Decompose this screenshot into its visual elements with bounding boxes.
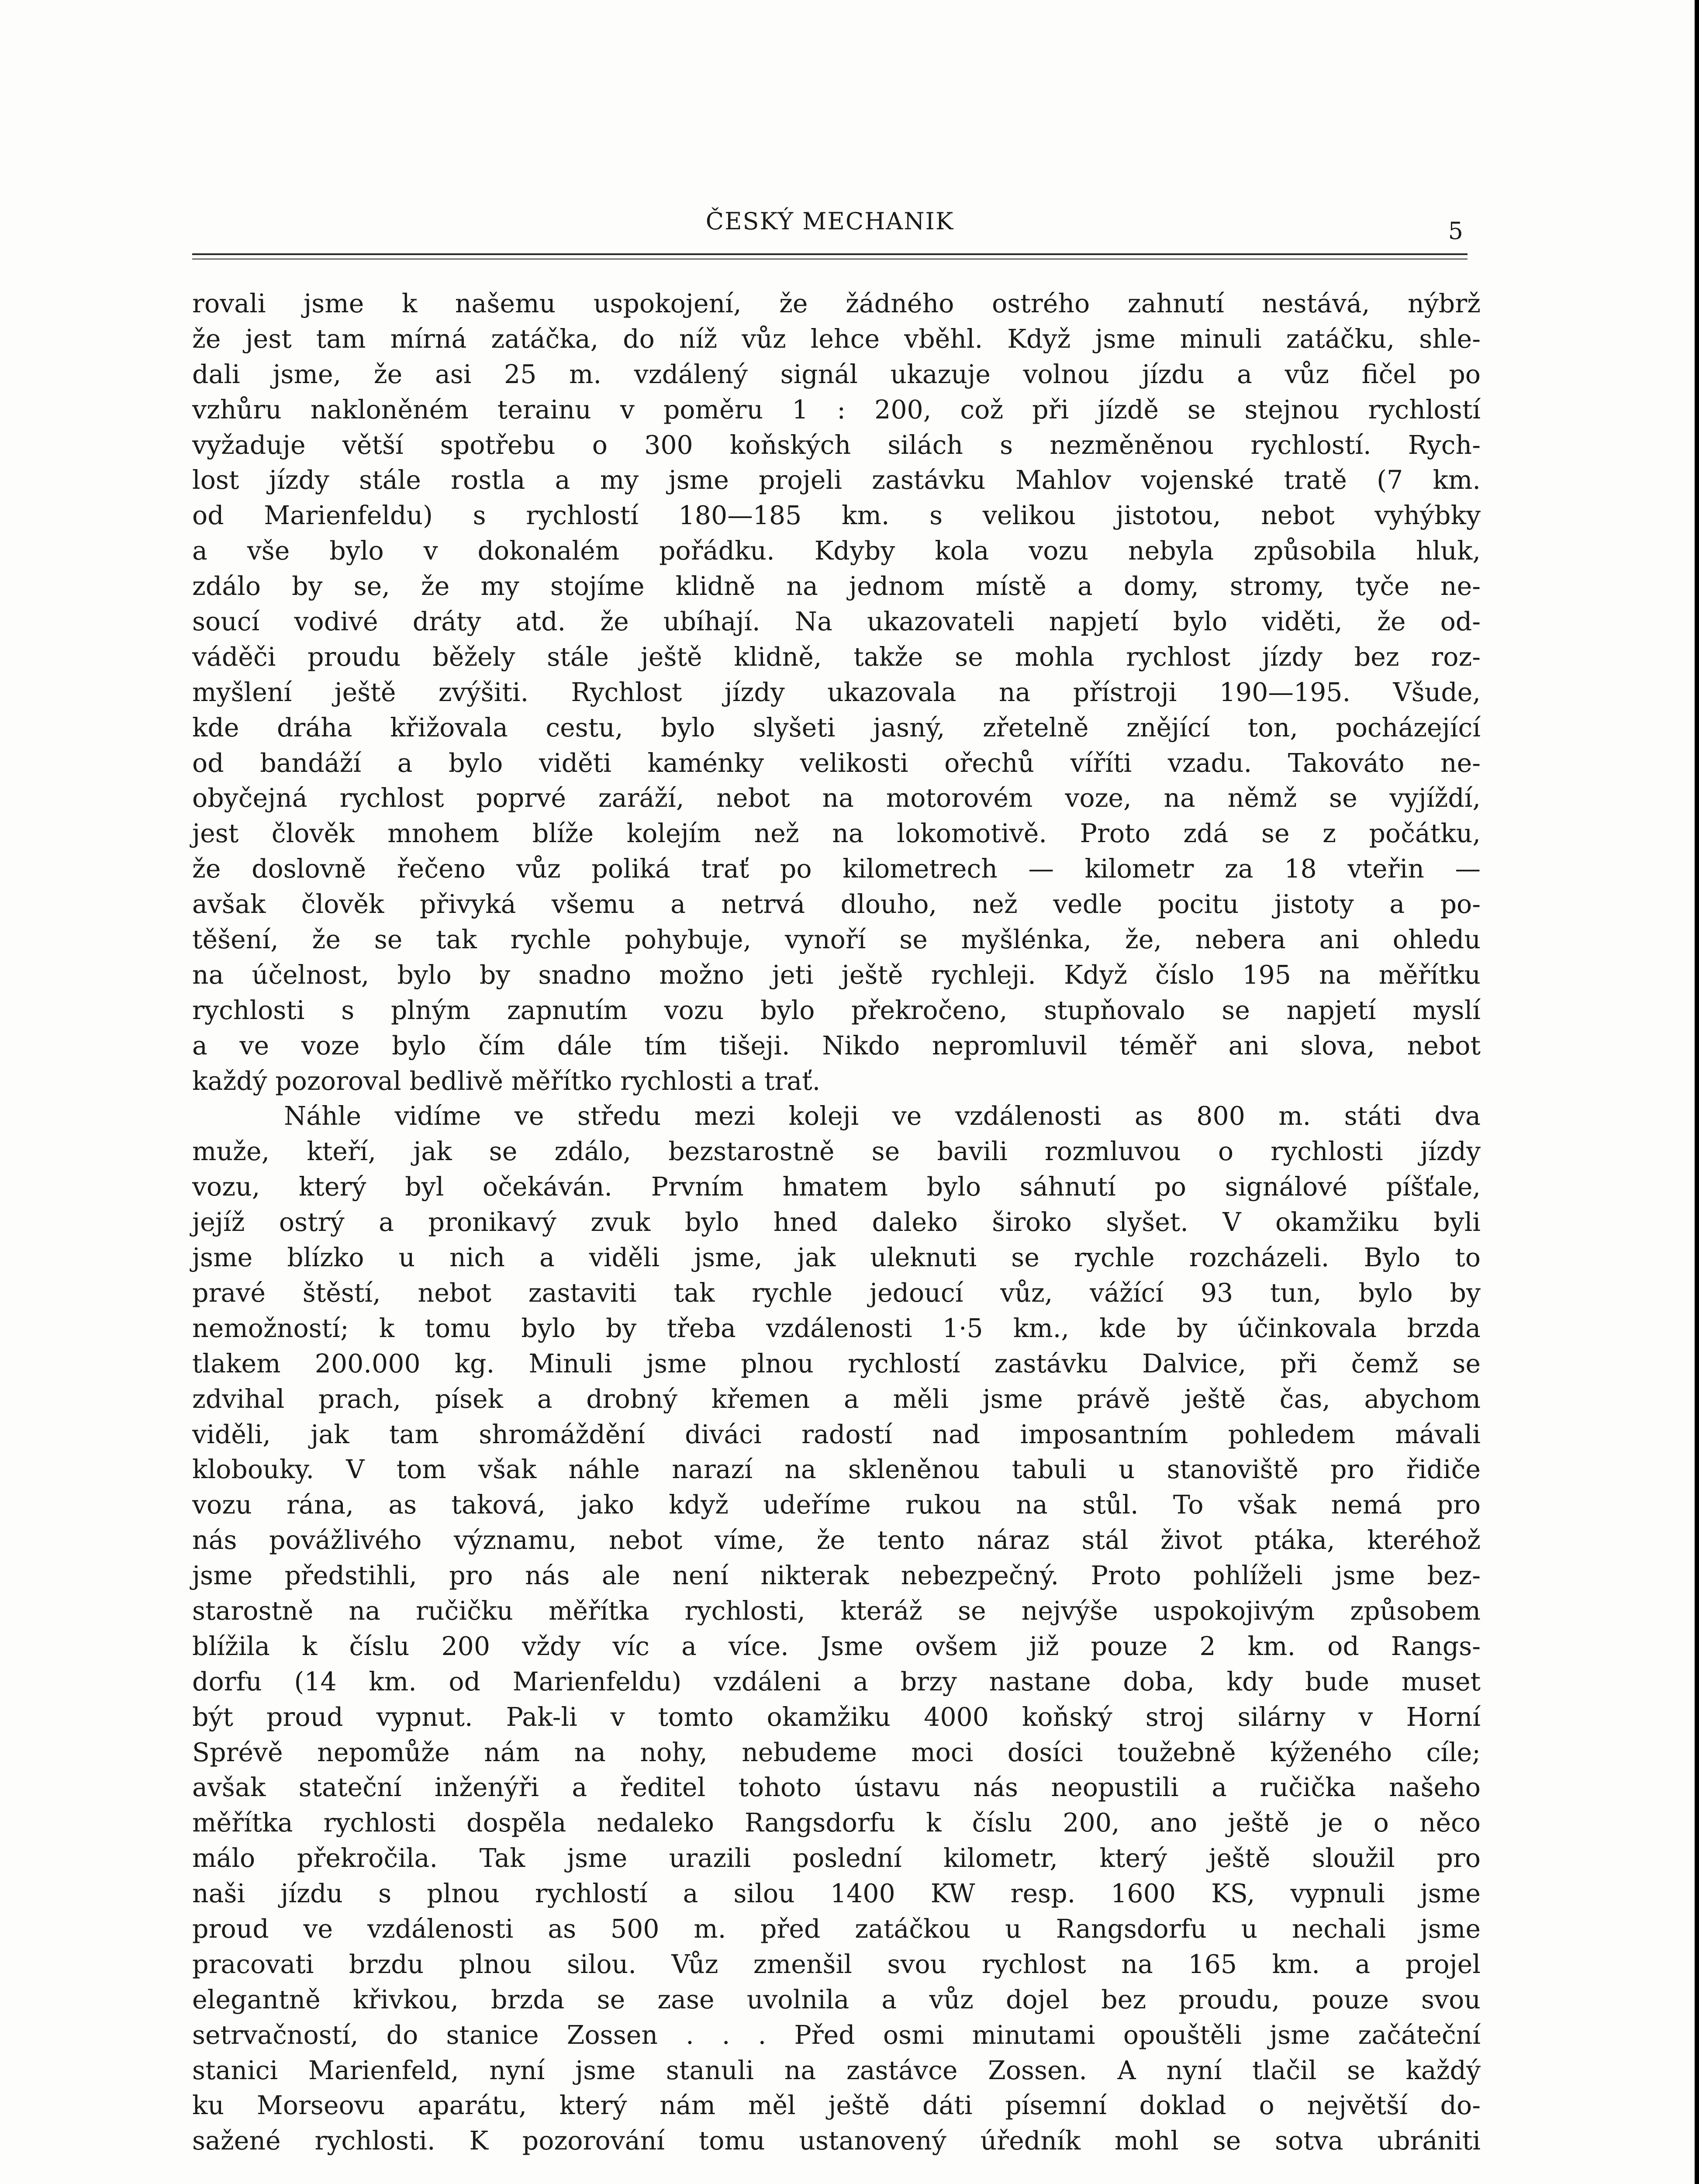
text-line: zdvihal prach, písek a drobný křemen a měli jsme právě ještě čas, abychom — [192, 1384, 1481, 1414]
text-line: klobouky. V tom však náhle narazí na skleněnou tabuli u stanoviště pro řidiče — [192, 1455, 1481, 1485]
body-text — [192, 286, 1481, 2159]
text-line: rovali jsme k našemu uspokojení, že žádného ostrého zahnutí nestává, nýbrž — [192, 289, 1481, 318]
text-line: jsme předstihli, pro nás ale není nikterak nebezpečný. Proto pohlíželi jsme bez- — [192, 1561, 1481, 1591]
text-line: Sprévě nepomůže nám na nohy, nebudeme moci dosíci toužebně kýženého cíle; — [192, 1737, 1481, 1767]
text-line: váděči proudu běžely stále ještě klidně, takže se mohla rychlost jízdy bez roz- — [192, 642, 1481, 672]
text-line: že jest tam mírná zatáčka, do níž vůz lehce vběhl. Když jsme minuli zatáčku, shle- — [192, 324, 1481, 354]
text-line: zdálo by se, že my stojíme klidně na jednom místě a domy, stromy, tyče ne- — [192, 571, 1481, 601]
running-head — [192, 207, 1468, 245]
text-line: od bandáží a bylo viděti kaménky velikosti ořechů víříti vzadu. Takováto ne- — [192, 748, 1481, 778]
text-line: dorfu (14 km. od Marienfeldu) vzdáleni a brzy nastane doba, kdy bude muset — [192, 1666, 1481, 1697]
text-line: a vše bylo v dokonalém pořádku. Kdyby kola vozu nebyla způsobila hluk, — [192, 536, 1481, 566]
text-line: nemožností; k tomu bylo by třeba vzdálenosti 1·5 km., kde by účinkovala brzda — [192, 1313, 1481, 1343]
text-line: avšak člověk přivyká všemu a netrvá dlouho, než vedle pocitu jistoty a po- — [192, 889, 1481, 919]
text-line: lost jízdy stále rostla a my jsme projeli zastávku Mahlov vojenské tratě (7 km. — [192, 465, 1481, 495]
text-line: viděli, jak tam shromáždění diváci radostí nad imposantním pohledem mávali — [192, 1419, 1481, 1449]
text-line: proud ve vzdálenosti as 500 m. před zatáčkou u Rangsdorfu u nechali jsme — [192, 1914, 1481, 1944]
text-line: jest člověk mnohem blíže kolejím než na lokomotivě. Proto zdá se z počátku, — [192, 819, 1481, 849]
text-line: myšlení ještě zvýšiti. Rychlost jízdy ukazovala na přístroji 190—195. Všude, — [192, 677, 1481, 707]
text-line: vyžaduje větší spotřebu o 300 koňských silách s nezměněnou rychlostí. Rych- — [192, 430, 1481, 460]
text-line: kde dráha křižovala cestu, bylo slyšeti jasný, zřetelně znějící ton, pocházející — [192, 712, 1481, 743]
text-line: vozu, který byl očekáván. Prvním hmatem bylo sáhnutí po signálové píšťale, — [192, 1172, 1481, 1202]
text-line: pravé štěstí, nebot zastaviti tak rychle jedoucí vůz, vážící 93 tun, bylo by — [192, 1278, 1481, 1308]
text-line: že doslovně řečeno vůz poliká trať po kilometrech — kilometr za 18 vteřin — — [192, 854, 1481, 884]
text-line: a ve voze bylo čím dále tím tišeji. Nikdo nepromluvil téměř ani slova, nebot — [192, 1030, 1481, 1061]
text-line: vozu rána, as taková, jako když udeříme rukou na stůl. To však nemá pro — [192, 1490, 1481, 1520]
text-line: jsme blízko u nich a viděli jsme, jak uleknuti se rychle rozcházeli. Bylo to — [192, 1243, 1481, 1273]
paragraph-end-line: každý pozoroval bedlivě měřítko rychlosti a trať. — [192, 1066, 821, 1096]
text-line: být proud vypnut. Pak-li v tomto okamžiku 4000 koňský stroj silárny v Horní — [192, 1702, 1481, 1732]
text-line: stanici Marienfeld, nyní jsme stanuli na zastávce Zossen. A nyní tlačil se každý — [192, 2055, 1481, 2085]
text-line: těšení, že se tak rychle pohybuje, vynoří se myšlénka, že, nebera ani ohledu — [192, 925, 1481, 955]
text-line: pracovati brzdu plnou silou. Vůz zmenšil svou rychlost na 165 km. a projel — [192, 1949, 1481, 1979]
text-line: od Marienfeldu) s rychlostí 180—185 km. s velikou jistotou, nebot vyhýbky — [192, 501, 1481, 531]
text-line: rychlosti s plným zapnutím vozu bylo překročeno, stupňovalo se napjetí myslí — [192, 995, 1481, 1025]
text-line: tlakem 200.000 kg. Minuli jsme plnou rychlostí zastávku Dalvice, při čemž se — [192, 1348, 1481, 1379]
paragraph-start-line: Náhle vidíme ve středu mezi koleji ve vzdálenosti as 800 m. státi dva — [284, 1101, 1481, 1131]
text-line: blížila k číslu 200 vždy víc a více. Jsme ovšem již pouze 2 km. od Rangs- — [192, 1631, 1481, 1661]
text-line: setrvačností, do stanice Zossen . . . Před osmi minutami opouštěli jsme začáteční — [192, 2020, 1481, 2050]
text-line: nás povážlivého významu, nebot víme, že tento náraz stál život ptáka, kteréhož — [192, 1525, 1481, 1555]
text-line: dali jsme, že asi 25 m. vzdálený signál ukazuje volnou jízdu a vůz fičel po — [192, 359, 1481, 389]
text-line: měřítka rychlosti dospěla nedaleko Rangsdorfu k číslu 200, ano ještě je o něco — [192, 1808, 1481, 1838]
text-line: muže, kteří, jak se zdálo, bezstarostně se bavili rozmluvou o rychlosti jízdy — [192, 1137, 1481, 1167]
running-title: ČESKÝ MECHANIK — [705, 207, 954, 235]
text-line: avšak stateční inženýři a ředitel tohoto ústavu nás neopustili a ručička našeho — [192, 1773, 1481, 1803]
page-number: 5 — [1448, 217, 1463, 245]
text-line: sažené rychlosti. K pozorování tomu ustanovený úředník mohl se sotva ubrániti — [192, 2126, 1481, 2156]
header-rule — [192, 253, 1468, 263]
text-line: starostně na ručičku měřítka rychlosti, kteráž se nejvýše uspokojivým způsobem — [192, 1596, 1481, 1626]
text-line: obyčejná rychlost poprvé zaráží, nebot na motorovém voze, na němž se vyjíždí, — [192, 783, 1481, 813]
scan-edge — [1695, 0, 1699, 2184]
text-line: ku Morseovu aparátu, který nám měl ještě dáti písemní doklad o největší do- — [192, 2091, 1481, 2121]
text-line: jejíž ostrý a pronikavý zvuk bylo hned daleko široko slyšet. V okamžiku byli — [192, 1207, 1481, 1237]
text-line: vzhůru nakloněném terainu v poměru 1 : 200, což při jízdě se stejnou rychlostí — [192, 394, 1481, 425]
text-line: naši jízdu s plnou rychlostí a silou 1400 KW resp. 1600 KS, vypnuli jsme — [192, 1879, 1481, 1909]
header-rule-thick — [192, 253, 1468, 255]
text-line: málo překročila. Tak jsme urazili poslední kilometr, který ještě sloužil pro — [192, 1843, 1481, 1873]
text-line: na účelnost, bylo by snadno možno jeti ještě rychleji. Když číslo 195 na měřítku — [192, 960, 1481, 990]
text-line: soucí vodivé dráty atd. že ubíhají. Na ukazovateli napjetí bylo viděti, že od- — [192, 607, 1481, 637]
text-line: elegantně křivkou, brzda se zase uvolnila a vůz dojel bez proudu, pouze svou — [192, 1984, 1481, 2015]
